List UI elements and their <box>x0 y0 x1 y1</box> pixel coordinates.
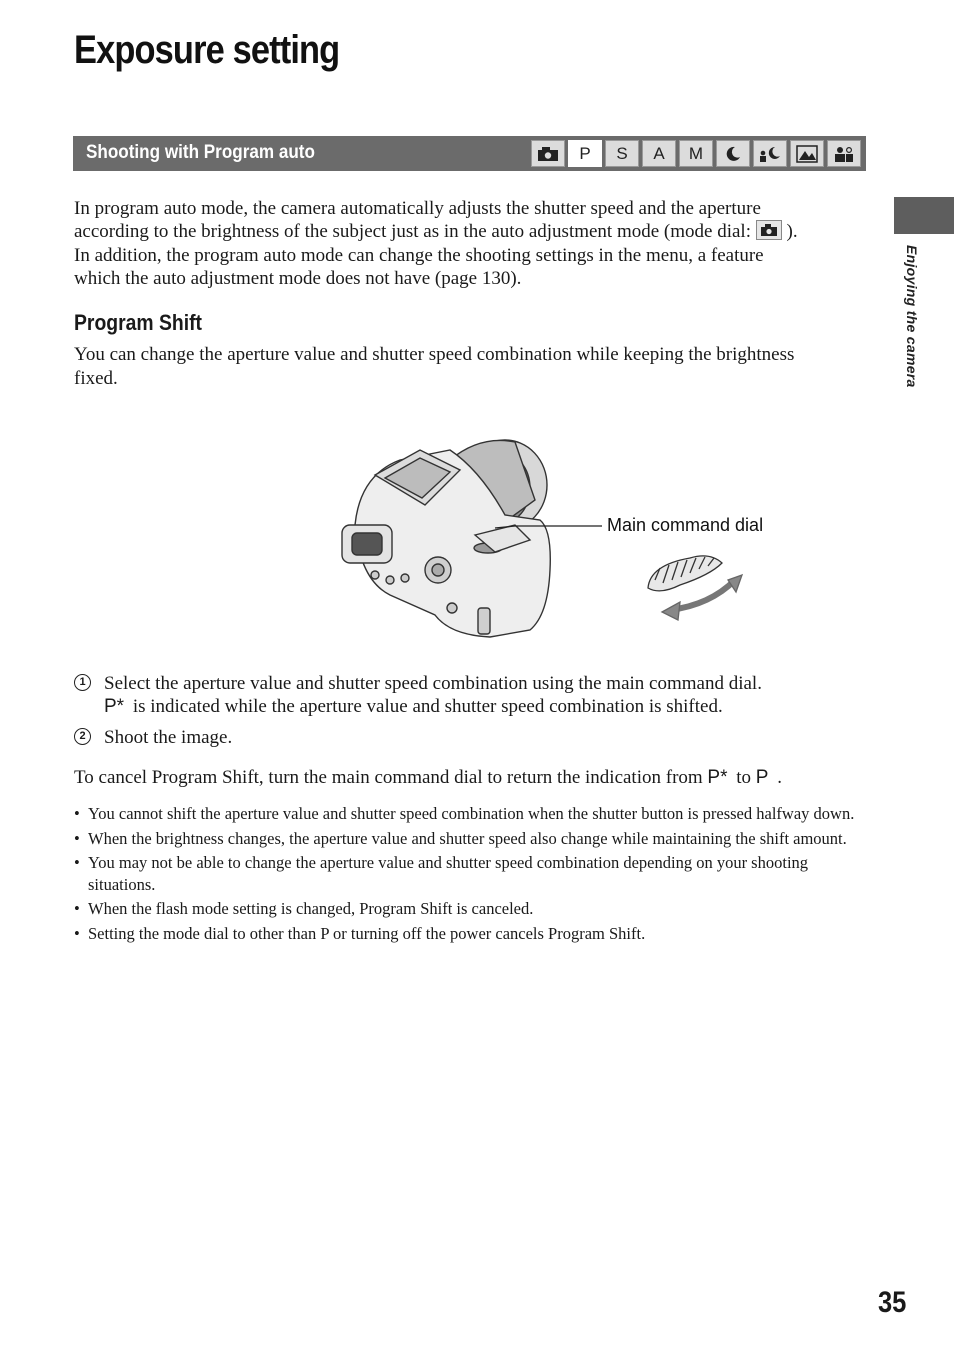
manual-mode-icon: M <box>679 140 713 167</box>
shutter-priority-icon: S <box>605 140 639 167</box>
step-text: Shoot the image. <box>104 727 233 748</box>
chapter-tab <box>894 197 954 234</box>
program-shift-symbol: P* <box>104 696 125 717</box>
cancel-middle: to <box>731 767 756 788</box>
note-item: • Setting the mode dial to other than P or turning off the power cancels Program Shift. <box>74 923 864 945</box>
program-shift-line-1: You can change the aperture value and shutter speed combination while keeping the brightness <box>74 344 795 365</box>
camera-auto-icon <box>531 140 565 167</box>
portrait-icon <box>827 140 861 167</box>
notes-list <box>74 803 864 947</box>
main-command-dial-label: Main command dial <box>607 515 764 535</box>
landscape-icon <box>790 140 824 167</box>
program-shift-line-2: fixed. <box>74 368 118 389</box>
step-number: 2 <box>74 728 91 745</box>
program-shift-heading: Program Shift <box>74 310 203 335</box>
intro-line-2-end: ). <box>781 221 798 242</box>
program-mode-icon: P <box>568 140 602 167</box>
cancel-instruction <box>74 766 874 790</box>
note-item: • When the brightness changes, the aperture value and shutter speed also change while maintaining the shift amount. <box>74 828 864 850</box>
chapter-label: Enjoying the camera <box>904 245 920 388</box>
note-item: • When the flash mode setting is changed, Program Shift is canceled. <box>74 898 864 920</box>
section-header-bar <box>73 136 866 171</box>
twilight-portrait-icon <box>753 140 787 167</box>
mode-icon-strip <box>531 140 861 167</box>
step-text: Select the aperture value and shutter speed combination using the main command dial. <box>104 673 762 694</box>
camera-illustration <box>330 430 810 650</box>
page-title: Exposure setting <box>74 28 340 72</box>
program-shift-symbol: P* <box>707 767 728 788</box>
cancel-prefix: To cancel Program Shift, turn the main command dial to return the indication from <box>74 767 708 788</box>
aperture-priority-icon: A <box>642 140 676 167</box>
step-number: 1 <box>74 674 91 691</box>
page-number: 35 <box>878 1286 907 1319</box>
twilight-icon <box>716 140 750 167</box>
step-subtext <box>104 695 723 718</box>
cancel-suffix: . <box>772 767 782 788</box>
intro-line-2-text: according to the brightness of the subject just as in the auto adjustment mode (mode dial: <box>74 221 756 242</box>
camera-mode-icon <box>756 220 782 240</box>
section-title: Shooting with Program auto <box>86 142 315 163</box>
program-symbol: P <box>755 767 769 788</box>
note-item: • You may not be able to change the aperture value and shutter speed combination depending on your shooting situations. <box>74 852 864 895</box>
intro-line-3: In addition, the program auto mode can change the shooting settings in the menu, a feature <box>74 245 764 266</box>
intro-line-2 <box>74 220 874 244</box>
intro-line-1: In program auto mode, the camera automatically adjusts the shutter speed and the aperture <box>74 198 761 219</box>
note-item: • You cannot shift the aperture value and shutter speed combination when the shutter button is pressed halfway down. <box>74 803 864 825</box>
intro-line-4: which the auto adjustment mode does not have (page 130). <box>74 268 522 289</box>
step-subtext-body: is indicated while the aperture value and shutter speed combination is shifted. <box>132 696 723 717</box>
